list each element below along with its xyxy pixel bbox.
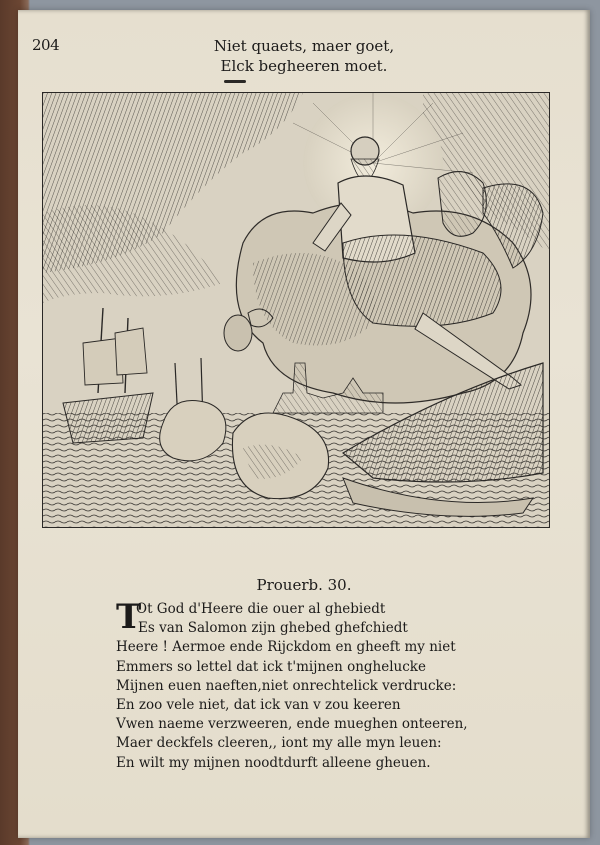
drop-capital: T	[116, 597, 142, 637]
verse-line-4: Emmers so lettel dat ick t'mijnen onghelucke	[116, 658, 426, 675]
verse-line-6: En zoo vele niet, dat ick van v zou keeren	[116, 697, 401, 714]
scripture-reference: Prouerb. 30.	[256, 576, 352, 594]
motto-line-1: Niet quaets, maer goet,	[213, 37, 395, 55]
verse-block	[116, 597, 556, 773]
page-number: 204	[32, 36, 60, 54]
engraving-illustration	[42, 92, 550, 528]
verse-line-9: En wilt my mijnen noodtdurft alleene gheuen.	[116, 754, 431, 771]
verse-line-2: Es van Salomon zijn ghebed ghefchiedt	[138, 620, 408, 637]
verse-line-8: Maer deckfels cleeren,, iont my alle myn leuen:	[116, 735, 442, 752]
verse-line-5: Mijnen euen naeften,niet onrechtelick verdrucke:	[116, 677, 457, 694]
book-page	[18, 10, 590, 838]
verse-line-1: Ot God d'Heere die ouer al ghebiedt	[136, 601, 386, 617]
verse-line-7: Vwen naeme verzweeren, ende mueghen onteeren,	[116, 716, 468, 733]
engraving-svg	[43, 93, 549, 527]
ornament-dash	[224, 80, 246, 83]
verse-line-3: Heere ! Aermoe ende Rijckdom en gheeft my niet	[116, 639, 456, 656]
motto-line-2: Elck begheeren moet.	[220, 57, 388, 75]
